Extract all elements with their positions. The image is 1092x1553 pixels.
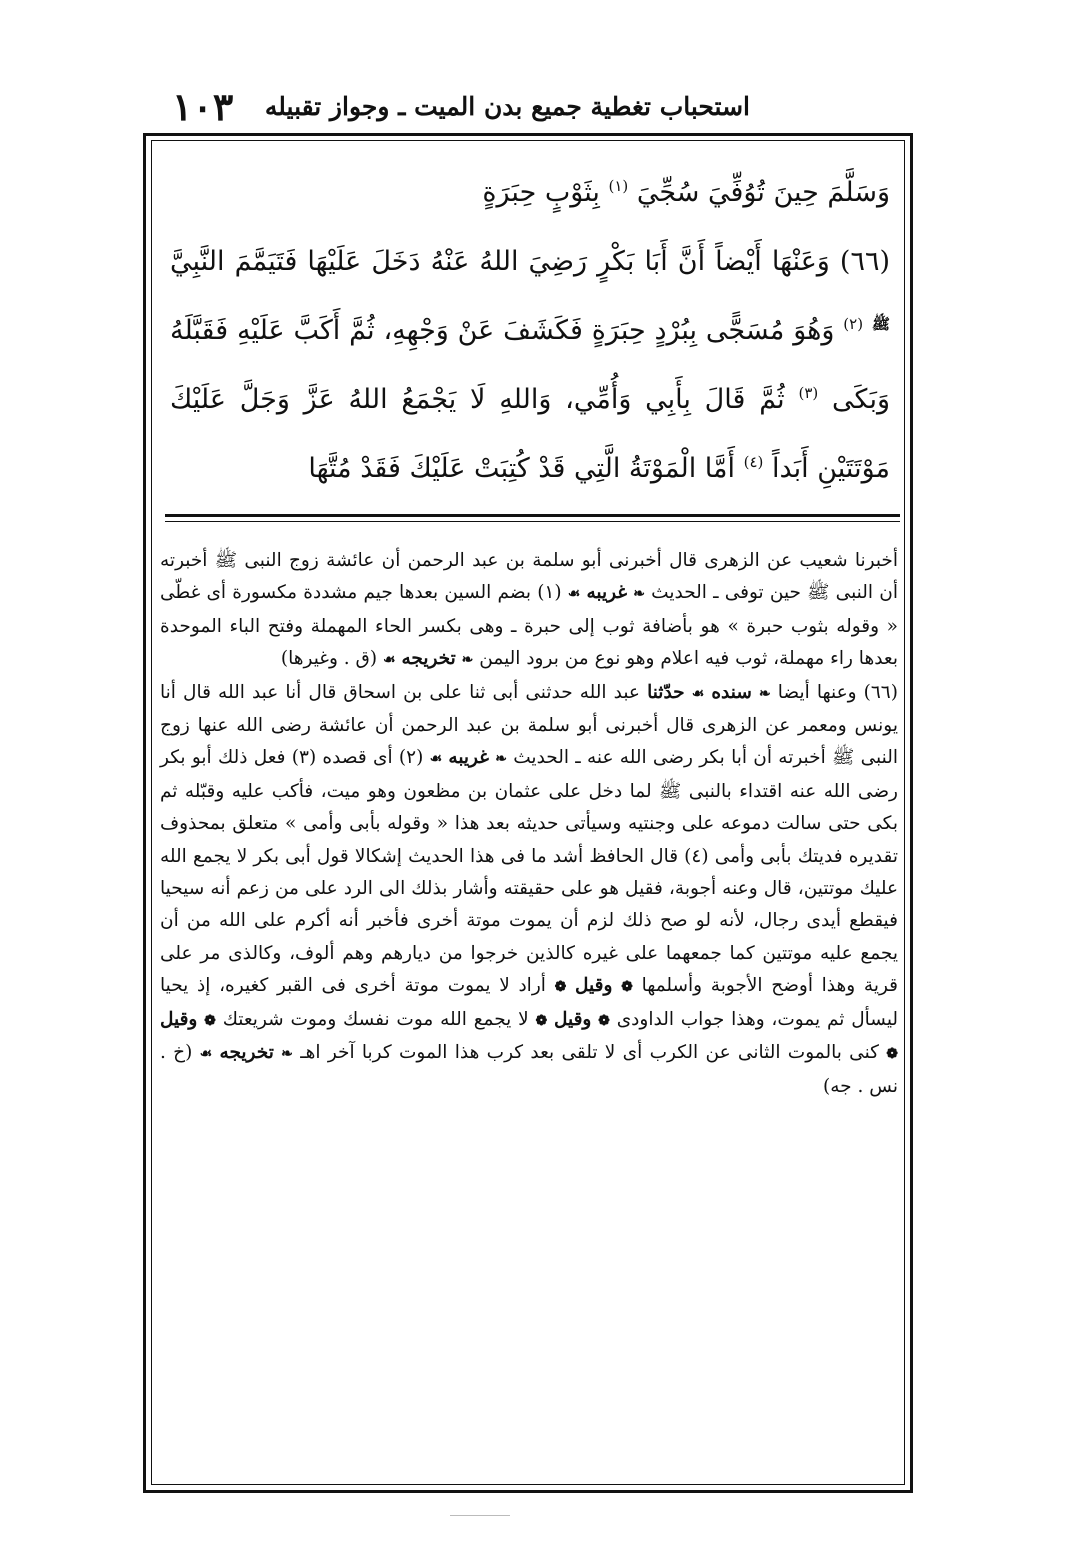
hadith-text <box>170 158 890 503</box>
ornament-bracket-icon: ❁ <box>204 1012 216 1029</box>
footnote-marker: (١) <box>608 177 629 195</box>
commentary-paragraph <box>160 545 898 677</box>
section-label-takhrij: تخريجه <box>401 648 456 670</box>
ornament-right-icon: ☙ <box>691 685 705 702</box>
section-label-sanad: سنده <box>711 681 752 703</box>
section-divider-thin <box>165 521 900 522</box>
ornament-left-icon: ❧ <box>633 586 645 603</box>
commentary <box>160 545 898 1103</box>
ornament-bracket-icon: ❁ <box>554 979 567 996</box>
salawat-glyph: ﷺ <box>871 315 890 333</box>
matn-text: بِثَوْبٍ حِبَرَةٍ <box>482 177 600 208</box>
page-header <box>150 84 910 130</box>
section-divider <box>165 514 900 517</box>
commentary-text: (٦٦) وعنها أيضا <box>777 681 898 703</box>
matn-text: وَسَلَّمَ حِينَ تُوُفِّيَ سُجِّيَ <box>636 177 890 208</box>
ornament-right-icon: ☙ <box>567 586 581 603</box>
section-label-gharib: غريبه <box>448 747 489 769</box>
qila-label: وقيل <box>554 1008 592 1030</box>
matn-text: ثُمَّ قَالَ بِأَبِي وَأُمِّي، وَاللهِ لَا يَجْمَعُ اللهُ عَزَّ وَجَلَّ عَلَيْكَ مَوْتَتَيْنِ أَبَداً <box>170 384 890 484</box>
matn-text: أَمَّا الْمَوْتَةُ الَّتِي قَدْ كُتِبَتْ عَلَيْكَ فَقَدْ مُتَّهَا <box>308 453 735 484</box>
hadith-paragraph <box>170 158 890 227</box>
section-label-gharib: غريبه <box>586 582 628 604</box>
ornament-right-icon: ☙ <box>429 751 443 768</box>
commentary-text: أخبرنا شعيب عن الزهرى قال أخبرنى أبو سلمة بن عبد الرحمن أن عائشة زوج النبى ﷺ أخبرته أن النبى ﷺ حين توفى ـ الحديث <box>160 550 898 604</box>
ornament-left-icon: ❧ <box>281 1046 293 1063</box>
footnote-marker: (٣) <box>798 384 819 402</box>
ornament-left-icon: ❧ <box>461 652 474 669</box>
footnote-marker: (٤) <box>743 453 764 471</box>
qila-label: وقيل <box>575 975 613 997</box>
commentary-text: عبد الله حدثنى أبى ثنا على بن اسحاق قال أنا عبد الله قال أنا يونس ومعمر عن الزهرى قال أخبرنى أبو سلمة بن عبد الرحمن أن عائشة رضى الله عنها زوج النبى ﷺ أخبرته أن أبا بكر رضى الله عنه ـ الحديث <box>160 681 898 769</box>
ornament-right-icon: ☙ <box>383 652 396 669</box>
ornament-bracket-icon: ❁ <box>535 1012 548 1029</box>
page-number: ١٠٣ <box>172 84 234 129</box>
section-label-takhrij: تخريجه <box>219 1042 274 1064</box>
commentary-text: أراد لا يموت موتة أخرى فى القبر كغيره، إذ يحيا ليسأل ثم يموت، وهذا جواب الداودى <box>160 975 899 1030</box>
hadith-paragraph <box>170 227 890 503</box>
commentary-text: لا يجمع الله موت نفسك وموت شريعتك <box>222 1008 529 1030</box>
matn-text: وَهُوَ مُسَجًّى بِبُرْدٍ حِبَرَةٍ فَكَشَفَ عَنْ وَجْهِهِ، ثُمَّ أَكَبَّ عَلَيْهِ فَقَبَّلَهُ وَبَكَى <box>170 315 890 415</box>
commentary-paragraph <box>160 677 898 1103</box>
ornament-bracket-icon: ❁ <box>621 979 633 996</box>
commentary-text: (١) بضم السين بعدها جيم مشددة مكسورة أى غطّى « وقوله بثوب حبرة » هو بأضافة ثوب إلى حبرة ـ وهى بكسر الحاء المهملة وفتح الباء الموحدة بعدها راء مهملة، ثوب فيه اعلام وهو نوع من برود اليمن <box>160 582 898 670</box>
haddathana-label: حدّثنا <box>647 681 685 703</box>
ornament-right-icon: ☙ <box>199 1046 213 1063</box>
commentary-text: (ق . وغيرها) <box>280 648 378 670</box>
ornament-bracket-icon: ❁ <box>598 1012 610 1029</box>
ornament-left-icon: ❧ <box>495 751 507 768</box>
qila-label: وقيل <box>160 1008 198 1030</box>
matn-text: (٦٦) وَعَنْهَا أَيْضاً أَنَّ أَبَا بَكْرٍ رَضِيَ اللهُ عَنْهُ دَخَلَ عَلَيْهَا فَتَيَمَّمَ النَّبِيَّ <box>170 246 890 277</box>
running-title: استحباب تغطية جميع بدن الميت ـ وجواز تقبيله <box>264 92 750 121</box>
ornament-bracket-icon: ❁ <box>886 1046 899 1063</box>
commentary-text: كنى بالموت الثانى عن الكرب أى لا تلقى بعد كرب هذا الموت كربا آخر اهـ <box>300 1042 879 1064</box>
commentary-text: (خ . نس . جه) <box>160 1042 898 1097</box>
page-footer-mark <box>450 1515 510 1516</box>
footnote-marker: (٢) <box>843 315 864 333</box>
ornament-left-icon: ❧ <box>758 685 771 702</box>
commentary-text: (٢) أى قصده (٣) فعل ذلك أبو بكر رضى الله عنه اقتداء بالنبى ﷺ لما دخل على عثمان بن مظعون وهو ميت، فأكب عليه وقبّله ثم بكى حتى سالت دموعه على وجنتيه وسيأتى حديثه بعد هذا « وقوله بأبى وأمى » متعلق بمحذوف تقديره فديتك بأبى وأمى (٤) قال الحافظ أشد ما فى هذا الحديث إشكالا قول أبى بكر لا يجمع الله عليك موتتين، قال وعنه أجوبة، فقيل هو على حقيقته وأشار بذلك الى الرد على من زعم أنه سيحيا فيقطع أيدى رجال، لأنه لو صح ذلك لزم أن يموت موتة أخرى فأخبر أنه أكرم على الله من أن يجمع عليه موتتين كما جمعهما على غيره كالذين خرجوا من ديارهم وهم ألوف، وكالذى مر على قرية وهذا أوضح الأجوبة وأسلمها <box>160 747 899 997</box>
